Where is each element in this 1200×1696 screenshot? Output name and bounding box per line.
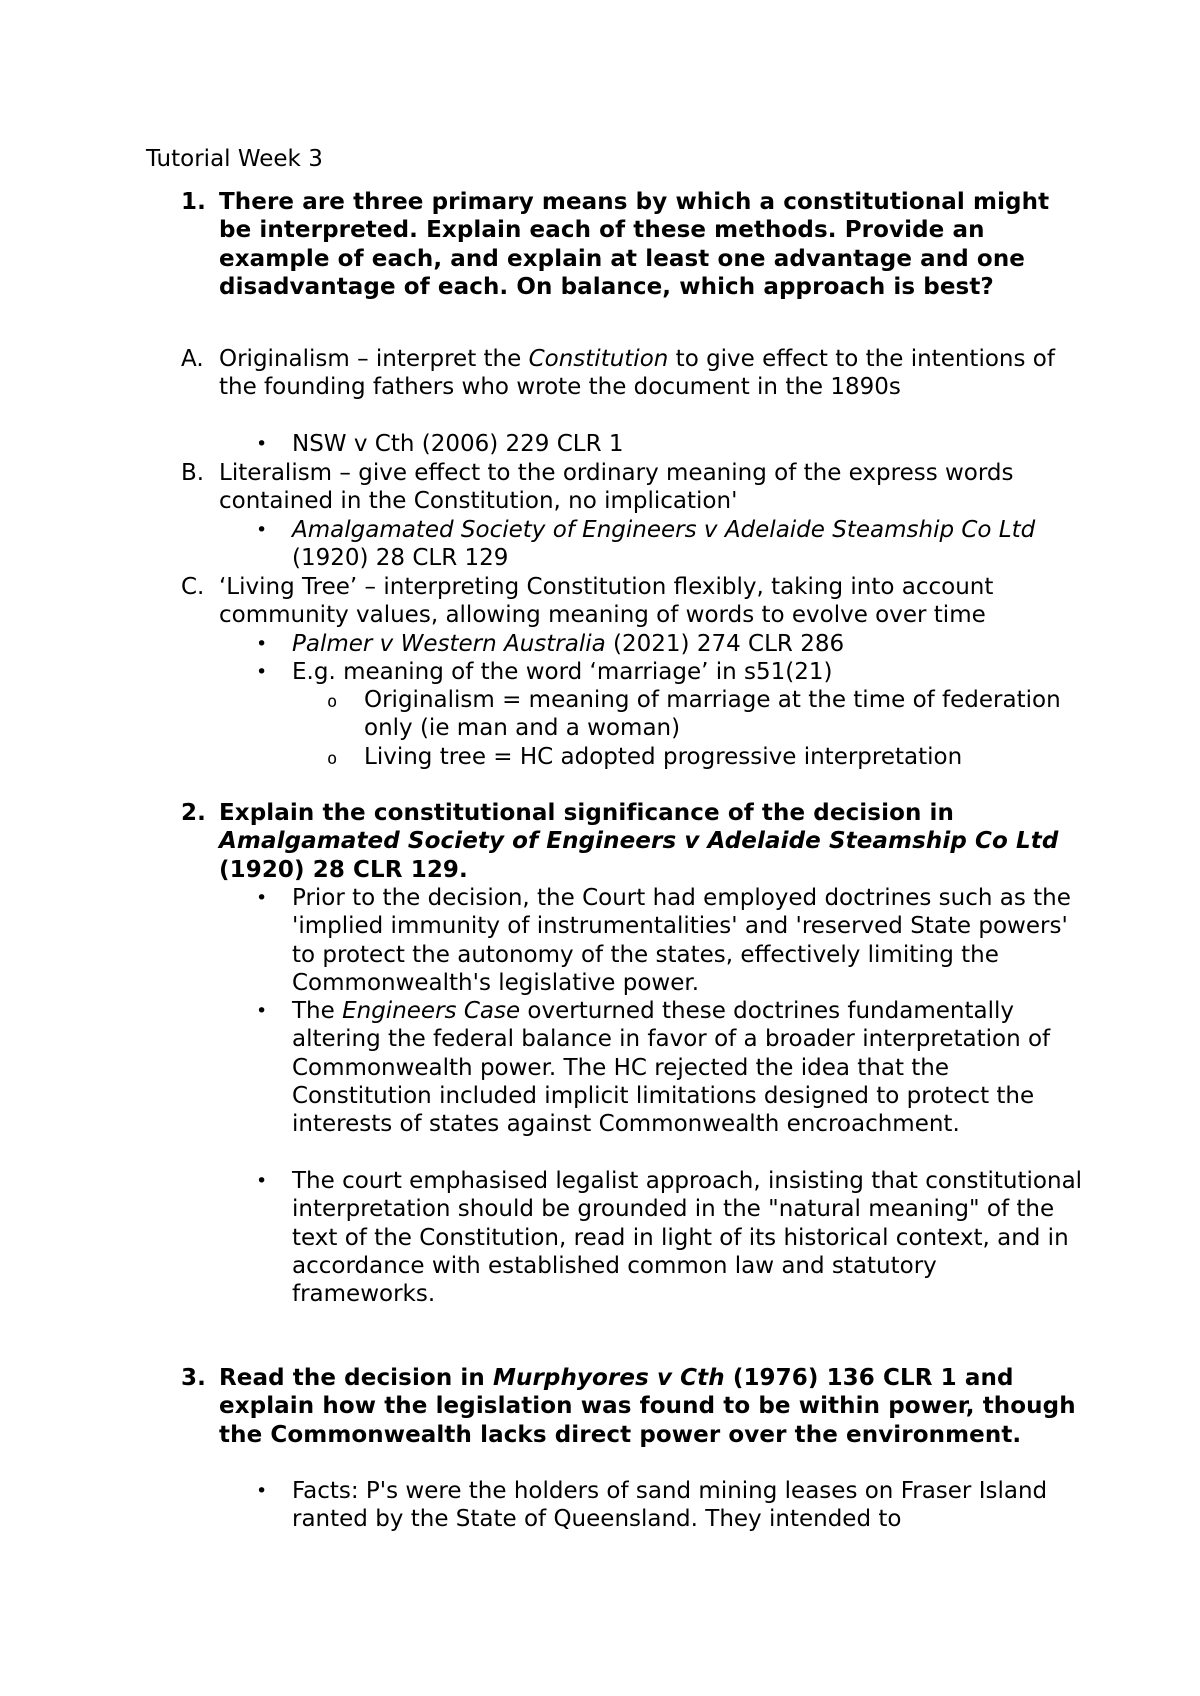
- case-name: Palmer v Western Australia: [292, 631, 606, 657]
- case-citation: Palmer v Western Australia (2021) 274 CLR 286: [292, 631, 845, 657]
- case-name: Amalgamated Society of Engineers v Adelaide Steamship Co Ltd: [292, 517, 1036, 543]
- bullet-icon: •: [256, 1480, 268, 1502]
- bullet-icon: •: [256, 1000, 268, 1022]
- bullet-item: [256, 630, 1086, 658]
- approach-literalism: [181, 459, 1081, 516]
- bullet-icon: •: [256, 433, 268, 455]
- case-name: Amalgamated Society of Engineers v Adelaide Steamship Co Ltd: [219, 828, 1059, 855]
- question-3: [181, 1364, 1081, 1449]
- bullet-icon: •: [256, 1170, 268, 1192]
- bullet-icon: •: [256, 633, 268, 655]
- bullet-item: [256, 430, 1086, 458]
- list-letter: B.: [181, 460, 205, 486]
- bullet-item: [256, 997, 1086, 1138]
- question-number: 1.: [181, 189, 206, 215]
- bullet-icon: •: [256, 661, 268, 683]
- bullet-icon: •: [256, 519, 268, 541]
- sub-bullet-text: Originalism = meaning of marriage at the time of federation only (ie man and a woman): [364, 687, 1061, 742]
- approach-text: ‘Living Tree’ – interpreting Constitution flexibly, taking into account community values, allowing meaning of words to evolve over time: [219, 574, 994, 629]
- question-text: Explain the constitutional significance of the decision in Amalgamated Society of Engineers v Adelaide Steamship Co Ltd (1920) 28 CLR 129.: [219, 800, 1059, 883]
- bullet-icon: •: [256, 887, 268, 909]
- bullet-item: [256, 884, 1086, 997]
- bullet-text: The court emphasised legalist approach, insisting that constitutional interpretation should be grounded in the "natural meaning" of the text of the Constitution, read in light of its historical context, and in accordance with established common law and statutory frameworks.: [292, 1168, 1083, 1308]
- question-2: [181, 799, 1081, 884]
- sub-bullet-item: [327, 686, 1090, 743]
- sub-bullet-icon: o: [327, 692, 338, 712]
- bullet-item: [256, 516, 1086, 573]
- sub-bullet-item: [327, 743, 1090, 771]
- case-citation: NSW v Cth (2006) 229 CLR 1: [292, 431, 624, 457]
- list-letter: C.: [181, 574, 205, 600]
- case-citation: Amalgamated Society of Engineers v Adelaide Steamship Co Ltd (1920) 28 CLR 129: [292, 517, 1036, 572]
- list-letter: A.: [181, 346, 204, 372]
- italic-term: Engineers Case: [342, 998, 521, 1024]
- bullet-item: [256, 1477, 1086, 1534]
- sub-bullet-text: Living tree = HC adopted progressive interpretation: [364, 744, 963, 770]
- approach-text: Literalism – give effect to the ordinary meaning of the express words contained in the Constitution, no implication': [219, 460, 1014, 515]
- page-title: Tutorial Week 3: [146, 146, 323, 172]
- example-text: E.g. meaning of the word ‘marriage’ in s51(21): [292, 659, 833, 685]
- question-number: 2.: [181, 800, 206, 826]
- italic-term: Constitution: [528, 346, 669, 372]
- question-number: 3.: [181, 1365, 206, 1391]
- question-1: [181, 188, 1081, 301]
- bullet-text: The Engineers Case overturned these doctrines fundamentally altering the federal balance in favor of a broader interpretation of Commonwealth power. The HC rejected the idea that the Constitution included implicit limitations designed to protect the interests of states against Commonwealth encroachment.: [292, 998, 1051, 1138]
- question-text: Read the decision in Murphyores v Cth (1976) 136 CLR 1 and explain how the legislation was found to be within power, though the Commonwealth lacks direct power over the environment.: [219, 1365, 1076, 1448]
- approach-text: Originalism – interpret the Constitution to give effect to the intentions of the founding fathers who wrote the document in the 1890s: [219, 346, 1055, 401]
- bullet-item: [256, 1167, 1086, 1308]
- approach-originalism: [181, 345, 1081, 402]
- bullet-text: Facts: P's were the holders of sand mining leases on Fraser Island ranted by the State of Queensland. They intended to: [292, 1478, 1048, 1533]
- bullet-item: [256, 658, 1086, 686]
- bullet-text: Prior to the decision, the Court had employed doctrines such as the 'implied immunity of instrumentalities' and 'reserved State powers' to protect the autonomy of the states, effectively limiting the Commonwealth's legislative power.: [292, 885, 1071, 996]
- question-text: There are three primary means by which a constitutional might be interpreted. Explain each of these methods. Provide an example of each, and explain at least one advantage and one disadvantage of each. On balance, which approach is best?: [219, 189, 1050, 300]
- approach-living-tree: [181, 573, 1081, 630]
- case-name: Murphyores v Cth: [492, 1365, 725, 1391]
- sub-bullet-icon: o: [327, 749, 338, 769]
